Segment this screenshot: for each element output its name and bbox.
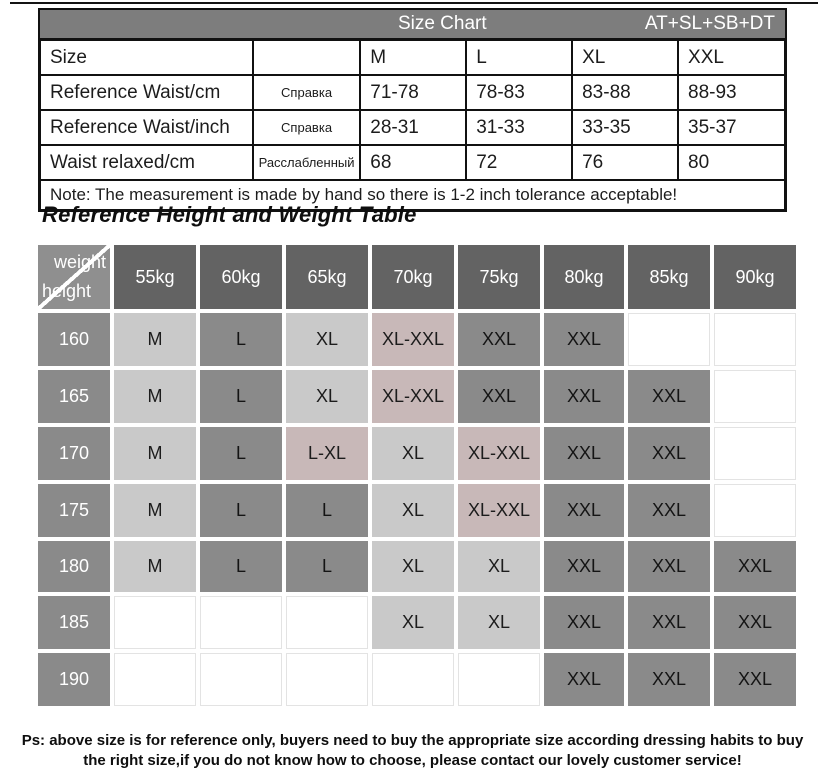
size-value-cell: 68 bbox=[360, 145, 466, 180]
empty-cell bbox=[458, 653, 540, 706]
size-value-cell: XXL bbox=[678, 40, 785, 76]
height-header-cell: 180 bbox=[38, 541, 110, 592]
size-value-cell: 71-78 bbox=[360, 75, 466, 110]
weight-header-cell: 90kg bbox=[714, 245, 796, 309]
hw-row bbox=[38, 596, 796, 649]
weight-header-cell: 80kg bbox=[544, 245, 624, 309]
size-chart-table bbox=[38, 38, 787, 212]
hw-row bbox=[38, 541, 796, 592]
footer-note bbox=[0, 731, 825, 770]
empty-cell bbox=[200, 653, 282, 706]
height-header-cell: 160 bbox=[38, 313, 110, 366]
hw-row bbox=[38, 370, 796, 423]
row-label: Reference Waist/inch bbox=[40, 110, 253, 145]
size-recommendation-cell: XXL bbox=[628, 484, 710, 537]
size-recommendation-cell: M bbox=[114, 370, 196, 423]
empty-cell bbox=[200, 596, 282, 649]
size-recommendation-cell: XL bbox=[458, 541, 540, 592]
row-translation: Справка bbox=[253, 75, 360, 110]
size-recommendation-cell: XXL bbox=[544, 427, 624, 480]
height-header-cell: 165 bbox=[38, 370, 110, 423]
size-recommendation-cell: XL-XXL bbox=[458, 484, 540, 537]
size-value-cell: 83-88 bbox=[572, 75, 678, 110]
size-value-cell: 31-33 bbox=[466, 110, 572, 145]
size-chart-row bbox=[40, 145, 786, 180]
size-recommendation-cell: XXL bbox=[714, 653, 796, 706]
size-chart-row bbox=[40, 110, 786, 145]
size-recommendation-cell: XL-XXL bbox=[458, 427, 540, 480]
size-recommendation-cell: XXL bbox=[628, 370, 710, 423]
size-value-cell: 72 bbox=[466, 145, 572, 180]
weight-header-cell: 55kg bbox=[114, 245, 196, 309]
size-recommendation-cell: XL bbox=[372, 541, 454, 592]
size-value-cell: M bbox=[360, 40, 466, 76]
size-value-cell: 76 bbox=[572, 145, 678, 180]
height-header-cell: 170 bbox=[38, 427, 110, 480]
weight-header-cell: 65kg bbox=[286, 245, 368, 309]
footer-line-2: the right size,if you do not know how to choose, please contact our lovely customer service! bbox=[83, 751, 742, 769]
height-weight-table bbox=[34, 241, 800, 710]
size-recommendation-cell: XXL bbox=[714, 596, 796, 649]
size-value-cell: 88-93 bbox=[678, 75, 785, 110]
weight-header-cell: 85kg bbox=[628, 245, 710, 309]
corner-diagonal-cell bbox=[38, 245, 110, 309]
size-recommendation-cell: XXL bbox=[628, 596, 710, 649]
size-recommendation-cell: XXL bbox=[628, 541, 710, 592]
empty-cell bbox=[714, 427, 796, 480]
size-value-cell: 28-31 bbox=[360, 110, 466, 145]
size-recommendation-cell: XXL bbox=[628, 653, 710, 706]
empty-cell bbox=[714, 370, 796, 423]
weight-header-cell: 60kg bbox=[200, 245, 282, 309]
corner-weight-label: weight bbox=[53, 252, 106, 272]
hw-row bbox=[38, 484, 796, 537]
size-recommendation-cell: L bbox=[200, 313, 282, 366]
size-value-cell: 78-83 bbox=[466, 75, 572, 110]
size-recommendation-cell: XL bbox=[372, 427, 454, 480]
size-recommendation-cell: L-XL bbox=[286, 427, 368, 480]
corner-height-label: height bbox=[42, 281, 92, 301]
size-recommendation-cell: XL-XXL bbox=[372, 370, 454, 423]
row-translation bbox=[253, 40, 360, 76]
size-recommendation-cell: L bbox=[286, 484, 368, 537]
size-chart-title: Size Chart bbox=[397, 13, 487, 34]
size-recommendation-cell: XL bbox=[458, 596, 540, 649]
size-recommendation-cell: XXL bbox=[544, 370, 624, 423]
row-label: Reference Waist/cm bbox=[40, 75, 253, 110]
hw-header-row bbox=[38, 245, 796, 309]
empty-cell bbox=[372, 653, 454, 706]
size-recommendation-cell: XXL bbox=[544, 653, 624, 706]
empty-cell bbox=[114, 653, 196, 706]
size-recommendation-cell: XXL bbox=[544, 541, 624, 592]
size-chart-row bbox=[40, 40, 786, 76]
size-recommendation-cell: XXL bbox=[714, 541, 796, 592]
size-value-cell: XL bbox=[572, 40, 678, 76]
size-recommendation-cell: M bbox=[114, 541, 196, 592]
size-chart-section bbox=[38, 8, 787, 212]
hw-row bbox=[38, 653, 796, 706]
size-recommendation-cell: L bbox=[200, 370, 282, 423]
size-recommendation-cell: XXL bbox=[458, 313, 540, 366]
height-header-cell: 185 bbox=[38, 596, 110, 649]
size-recommendation-cell: L bbox=[200, 484, 282, 537]
empty-cell bbox=[114, 596, 196, 649]
hw-row bbox=[38, 313, 796, 366]
empty-cell bbox=[714, 313, 796, 366]
empty-cell bbox=[286, 596, 368, 649]
size-chart-header bbox=[38, 8, 787, 38]
height-header-cell: 190 bbox=[38, 653, 110, 706]
height-header-cell: 175 bbox=[38, 484, 110, 537]
size-recommendation-cell: L bbox=[286, 541, 368, 592]
empty-cell bbox=[714, 484, 796, 537]
size-recommendation-cell: M bbox=[114, 484, 196, 537]
size-recommendation-cell: L bbox=[200, 427, 282, 480]
size-recommendation-cell: XXL bbox=[544, 484, 624, 537]
row-translation: Справка bbox=[253, 110, 360, 145]
size-recommendation-cell: XXL bbox=[544, 313, 624, 366]
row-label: Size bbox=[40, 40, 253, 76]
size-chart-row bbox=[40, 75, 786, 110]
weight-header-cell: 75kg bbox=[458, 245, 540, 309]
size-value-cell: 80 bbox=[678, 145, 785, 180]
size-recommendation-cell: XL bbox=[372, 596, 454, 649]
size-value-cell: L bbox=[466, 40, 572, 76]
top-divider bbox=[10, 2, 818, 4]
product-code: AT+SL+SB+DT bbox=[644, 13, 775, 34]
row-translation: Расслабленный bbox=[253, 145, 360, 180]
size-recommendation-cell: XL-XXL bbox=[372, 313, 454, 366]
size-recommendation-cell: XL bbox=[286, 370, 368, 423]
size-recommendation-cell: M bbox=[114, 427, 196, 480]
size-recommendation-cell: XXL bbox=[458, 370, 540, 423]
empty-cell bbox=[286, 653, 368, 706]
weight-header-cell: 70kg bbox=[372, 245, 454, 309]
note-text: Note: The measurement is made by hand so there is 1-2 inch tolerance acceptable! bbox=[40, 180, 786, 211]
empty-cell bbox=[628, 313, 710, 366]
size-recommendation-cell: XL bbox=[286, 313, 368, 366]
size-value-cell: 33-35 bbox=[572, 110, 678, 145]
size-recommendation-cell: M bbox=[114, 313, 196, 366]
size-recommendation-cell: XXL bbox=[628, 427, 710, 480]
size-recommendation-cell: XL bbox=[372, 484, 454, 537]
size-recommendation-cell: L bbox=[200, 541, 282, 592]
footer-line-1: Ps: above size is for reference only, buyers need to buy the appropriate size according dressing habits to buy bbox=[21, 732, 804, 749]
size-recommendation-cell: XXL bbox=[544, 596, 624, 649]
row-label: Waist relaxed/cm bbox=[40, 145, 253, 180]
hw-table-heading: Reference Height and Weight Table bbox=[42, 202, 417, 227]
size-value-cell: 35-37 bbox=[678, 110, 785, 145]
hw-row bbox=[38, 427, 796, 480]
